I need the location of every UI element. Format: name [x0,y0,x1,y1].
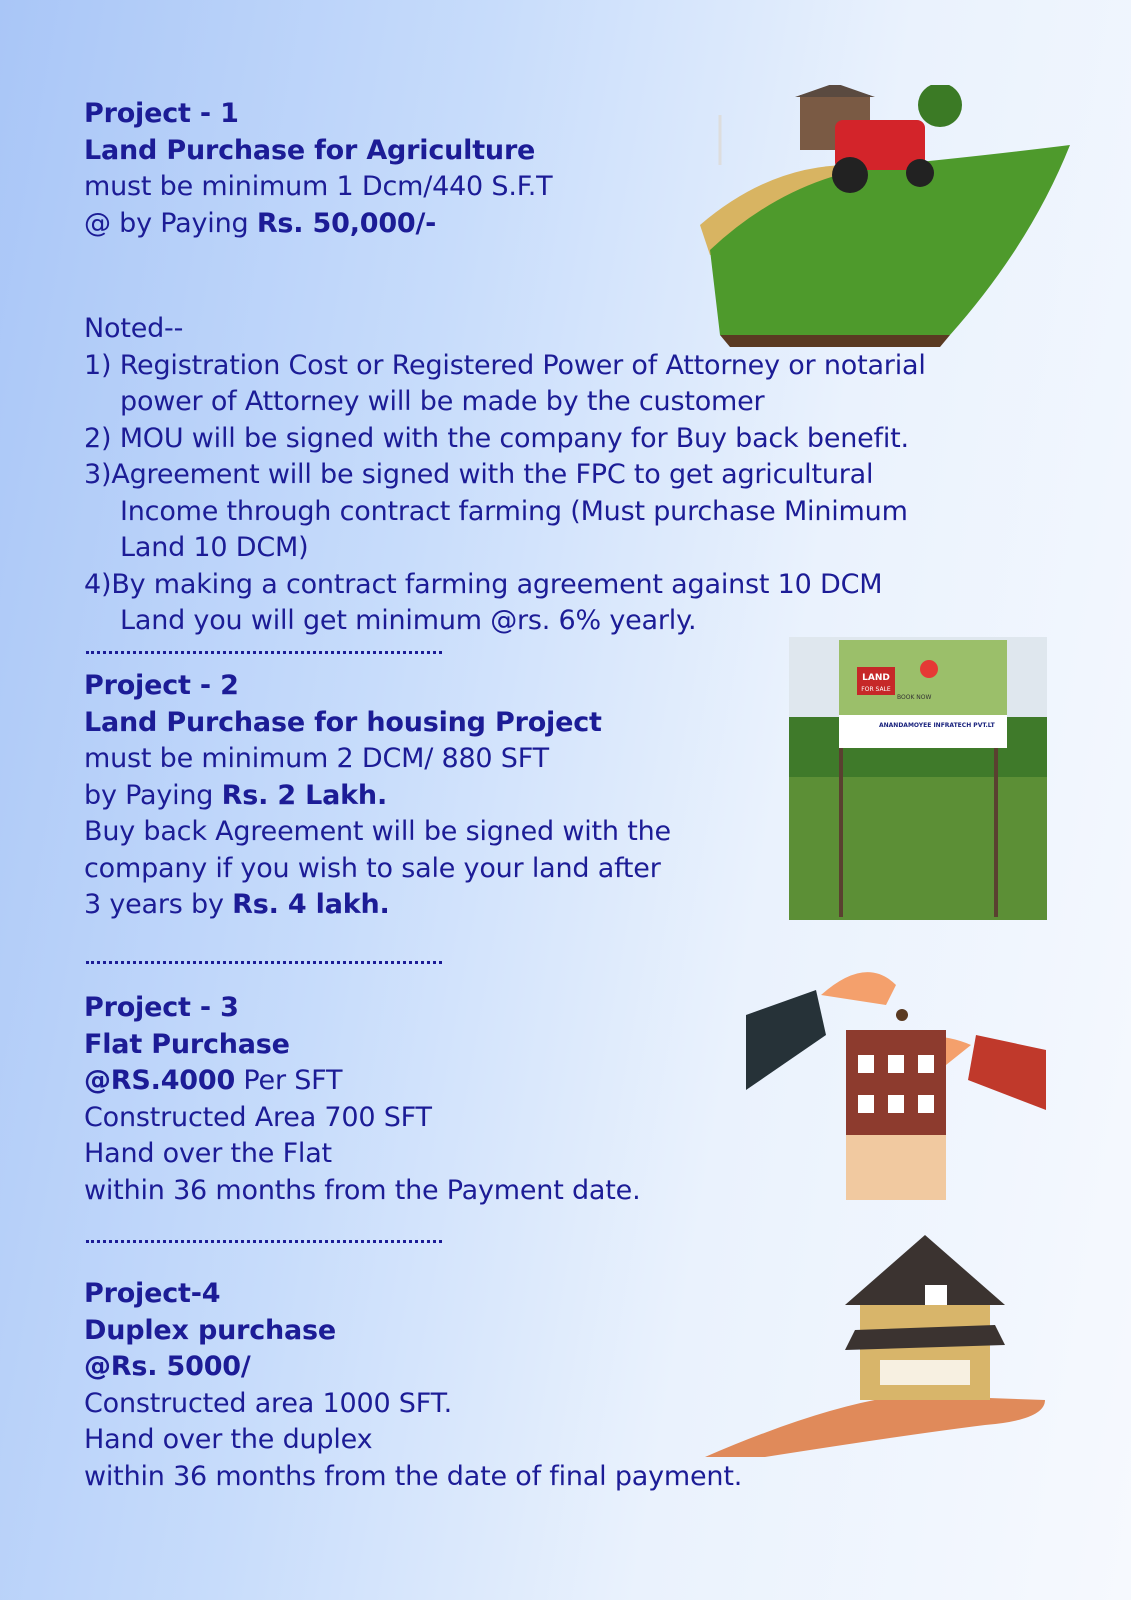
noted-item-4: 4)By making a contract farming agreement against 10 DCM [84,568,883,600]
project-4-price: @Rs. 5000/ [84,1351,251,1382]
noted-section [84,311,926,640]
project-4-text: within 36 months from the date of final payment. [84,1460,743,1492]
noted-item-3-cont: Income through contract farming (Must purchase Minimum [120,495,908,527]
project-1-price: @ by Paying Rs. 50,000/- [84,207,437,239]
project-1-min: must be minimum 1 Dcm/440 S.F.T [84,171,553,202]
flat-keys-image [746,955,1046,1200]
project-3-text: Hand over the Flat [84,1138,332,1169]
noted-item-2: 2) MOU will be signed with the company for Buy back benefit. [84,422,909,454]
divider [86,961,442,964]
divider [86,651,442,654]
project-1-subtitle: Land Purchase for Agriculture [84,134,536,166]
farm-land-image [690,85,1100,350]
project-2-min: must be minimum 2 DCM/ 880 SFT [84,743,549,774]
project-2-section [84,668,671,924]
project-2-text: Buy back Agreement will be signed with the [84,816,671,847]
sign-company-text: ANANDAMOYEE INFRATECH PVT.LT [879,722,995,729]
project-3-text: within 36 months from the Payment date. [84,1174,641,1206]
project-3-section [84,990,640,1209]
project-2-subtitle: Land Purchase for housing Project [84,706,602,738]
project-4-text: Hand over the duplex [84,1424,373,1455]
land-for-sale-sign-image [789,637,1047,920]
project-3-area: Constructed Area 700 SFT [84,1101,432,1133]
noted-heading: Noted-- [84,313,184,344]
project-3-title: Project - 3 [84,992,239,1023]
project-4-area: Constructed area 1000 SFT. [84,1387,453,1419]
house-in-hand-image [705,1235,1050,1460]
noted-item-1-cont: power of Attorney will be made by the customer [120,386,765,417]
noted-item-1: 1) Registration Cost or Registered Power of Attorney or notarial [84,349,926,381]
sign-for-sale-text: FOR SALE [861,686,891,693]
project-2-title: Project - 2 [84,670,239,701]
project-4-subtitle: Duplex purchase [84,1314,337,1346]
project-4-section [84,1276,742,1495]
divider [86,1240,442,1243]
noted-item-3-cont: Land 10 DCM) [120,532,309,563]
project-1-section [84,96,552,242]
sign-book-now-text: BOOK NOW [897,694,932,701]
noted-item-3: 3)Agreement will be signed with the FPC to get agricultural [84,459,874,490]
sign-land-text: LAND [862,673,890,683]
project-4-title: Project-4 [84,1278,221,1309]
noted-item-4-cont: Land you will get minimum @rs. 6% yearly. [120,605,697,636]
project-1-title: Project - 1 [84,98,239,129]
project-3-price: @RS.4000 Per SFT [84,1065,343,1096]
project-2-price: by Paying Rs. 2 Lakh. [84,779,388,811]
project-2-text: company if you wish to sale your land after [84,852,661,884]
project-3-subtitle: Flat Purchase [84,1028,290,1060]
project-2-buyback: 3 years by Rs. 4 lakh. [84,889,390,920]
